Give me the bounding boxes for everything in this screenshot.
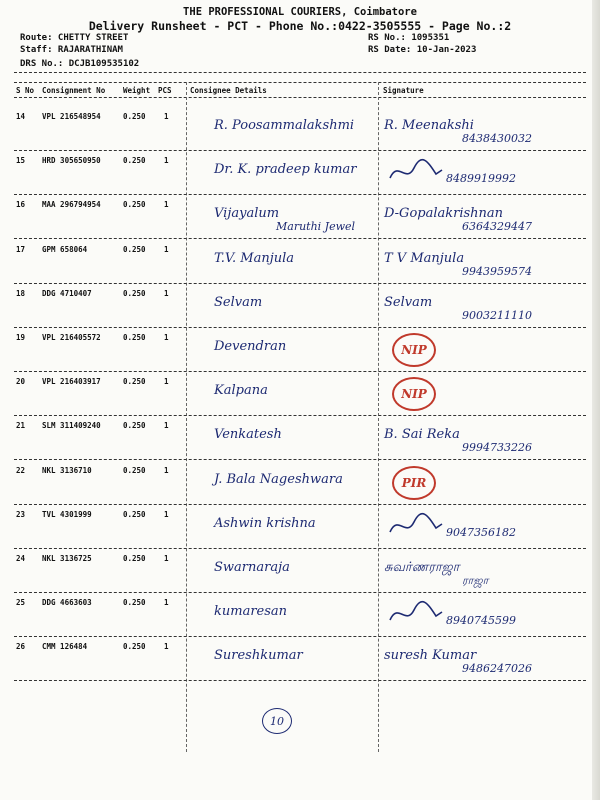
row-phone-handwritten: 6364329447 — [462, 220, 532, 234]
row-pcs: 1 — [164, 200, 169, 210]
table-row — [14, 194, 586, 239]
row-weight: 0.250 — [123, 288, 146, 298]
col-consignment: Consignment No — [42, 86, 106, 95]
table-row — [14, 150, 586, 195]
row-phone-handwritten: 9994733226 — [462, 441, 532, 455]
row-consignee-handwritten: Devendran — [214, 339, 287, 354]
row-signature: R. Meenakshi — [384, 118, 474, 133]
col-consignee: Consignee Details — [190, 86, 267, 95]
row-weight: 0.250 — [123, 244, 146, 254]
row-signature: சுவர்ணராஜா — [384, 560, 460, 575]
row-consignment-no: HRD 305650950 — [42, 156, 101, 166]
row-status-stamp: PIR — [392, 466, 436, 500]
row-pcs: 1 — [164, 642, 169, 652]
row-weight: 0.250 — [123, 598, 146, 608]
col-signature: Signature — [383, 86, 424, 95]
row-signature-scribble — [386, 156, 446, 186]
header-divider — [14, 82, 586, 83]
table-row — [14, 636, 586, 681]
staff-label: Staff: RAJARATHINAM — [20, 45, 123, 55]
row-consignment-no: DDG 4663603 — [42, 598, 92, 608]
row-status-stamp: NIP — [392, 333, 436, 367]
table-row — [14, 415, 586, 460]
row-sno: 26 — [16, 642, 26, 652]
row-phone-handwritten: 8489919992 — [446, 172, 516, 186]
row-weight: 0.250 — [123, 509, 146, 519]
row-sno: 22 — [16, 465, 26, 475]
row-sno: 25 — [16, 598, 26, 608]
row-phone-handwritten: 9486247026 — [462, 662, 532, 676]
row-weight: 0.250 — [123, 421, 146, 431]
table-row — [14, 504, 586, 549]
table-row — [14, 283, 586, 328]
scan-edge — [592, 0, 600, 800]
row-consignee-handwritten: Sureshkumar — [214, 648, 303, 664]
row-consignee-handwritten: Dr. K. pradeep kumar — [214, 162, 357, 178]
row-phone-handwritten: 9943959574 — [462, 264, 532, 278]
row-phone-handwritten: 8940745599 — [446, 614, 516, 628]
row-pcs: 1 — [164, 421, 169, 431]
rs-number: RS No.: 1095351 — [368, 33, 450, 43]
row-phone-handwritten: 9047356182 — [446, 525, 516, 539]
row-signature-scribble — [386, 598, 446, 628]
row-pcs: 1 — [164, 377, 169, 387]
runsheet-title: Delivery Runsheet - PCT - Phone No.:0422-3505555 - Page No.:2 — [88, 19, 512, 33]
row-consignee-handwritten: Selvam — [214, 294, 263, 310]
row-sno: 20 — [16, 377, 26, 387]
row-signature-scribble — [386, 510, 446, 540]
table-row — [14, 548, 586, 593]
row-consignee-handwritten: kumaresan — [214, 604, 288, 620]
row-consignee-handwritten: Vijayalum — [214, 206, 280, 222]
column-header-divider — [14, 97, 586, 98]
row-consignee-handwritten: Venkatesh — [214, 427, 282, 443]
company-heading: THE PROFESSIONAL COURIERS, Coimbatore — [183, 6, 417, 18]
row-consignment-no: TVL 4301999 — [42, 509, 92, 519]
row-pcs: 1 — [164, 156, 169, 166]
row-weight: 0.250 — [123, 156, 146, 166]
row-weight: 0.250 — [123, 200, 146, 210]
row-consignment-no: SLM 311409240 — [42, 421, 101, 431]
row-sno: 14 — [16, 112, 26, 121]
row-weight: 0.250 — [123, 642, 146, 652]
row-pcs: 1 — [164, 509, 169, 519]
page-mark: 10 — [262, 708, 292, 734]
table-row — [14, 327, 586, 372]
row-sno: 17 — [16, 244, 26, 254]
row-consignment-no: MAA 296794954 — [42, 200, 101, 210]
row-consignee-handwritten: Maruthi Jewel — [276, 220, 356, 234]
row-consignee-handwritten: Swarnaraja — [214, 560, 290, 575]
table-row — [14, 371, 586, 416]
row-consignment-no: VPL 216405572 — [42, 333, 101, 342]
row-sno: 23 — [16, 509, 26, 519]
row-consignee-handwritten: T.V. Manjula — [214, 250, 295, 266]
drs-number: DRS No.: DCJB109535102 — [20, 59, 140, 69]
row-weight: 0.250 — [123, 112, 146, 121]
row-sno: 24 — [16, 554, 26, 563]
row-signature: suresh Kumar — [384, 648, 477, 664]
col-pcs: PCS — [158, 86, 172, 95]
row-sno: 16 — [16, 200, 26, 210]
row-pcs: 1 — [164, 333, 169, 342]
row-consignment-no: CMM 126484 — [42, 642, 88, 652]
route-label: Route: CHETTY STREET — [20, 33, 129, 43]
row-consignment-no: DDG 4710407 — [42, 288, 92, 298]
row-pcs: 1 — [164, 244, 169, 254]
row-consignee-handwritten: Ashwin krishna — [214, 515, 316, 531]
row-pcs: 1 — [164, 465, 169, 475]
row-weight: 0.250 — [123, 333, 146, 342]
row-status-stamp: NIP — [392, 377, 436, 411]
row-signature: Selvam — [384, 294, 433, 310]
col-weight: Weight — [123, 86, 151, 95]
row-sno: 19 — [16, 333, 26, 342]
row-consignee-handwritten: R. Poosammalakshmi — [214, 118, 355, 133]
row-weight: 0.250 — [123, 554, 146, 563]
row-consignment-no: VPL 216548954 — [42, 112, 101, 121]
table-row — [14, 106, 586, 151]
row-signature: D-Gopalakrishnan — [384, 206, 504, 222]
row-phone-handwritten: ராஜா — [462, 574, 489, 587]
table-row — [14, 239, 586, 284]
row-weight: 0.250 — [123, 377, 146, 387]
table-row — [14, 592, 586, 637]
row-pcs: 1 — [164, 598, 169, 608]
row-sno: 18 — [16, 288, 26, 298]
row-consignee-handwritten: Kalpana — [214, 383, 268, 399]
row-phone-handwritten: 9003211110 — [462, 308, 532, 322]
row-consignment-no: GPM 658064 — [42, 244, 88, 254]
header-divider — [14, 72, 586, 73]
row-consignment-no: NKL 3136710 — [42, 465, 92, 475]
row-pcs: 1 — [164, 554, 169, 563]
row-pcs: 1 — [164, 288, 169, 298]
row-weight: 0.250 — [123, 465, 146, 475]
col-sno: S No — [16, 86, 35, 95]
row-consignment-no: NKL 3136725 — [42, 554, 92, 563]
row-signature: B. Sai Reka — [384, 427, 460, 443]
row-pcs: 1 — [164, 112, 169, 121]
table-row — [14, 460, 586, 505]
row-phone-handwritten: 8438430032 — [462, 132, 532, 145]
rs-date: RS Date: 10-Jan-2023 — [368, 45, 477, 55]
row-consignment-no: VPL 216403917 — [42, 377, 101, 387]
row-signature: T V Manjula — [384, 250, 465, 266]
row-consignee-handwritten: J. Bala Nageshwara — [214, 471, 343, 487]
row-sno: 21 — [16, 421, 26, 431]
row-sno: 15 — [16, 156, 26, 166]
